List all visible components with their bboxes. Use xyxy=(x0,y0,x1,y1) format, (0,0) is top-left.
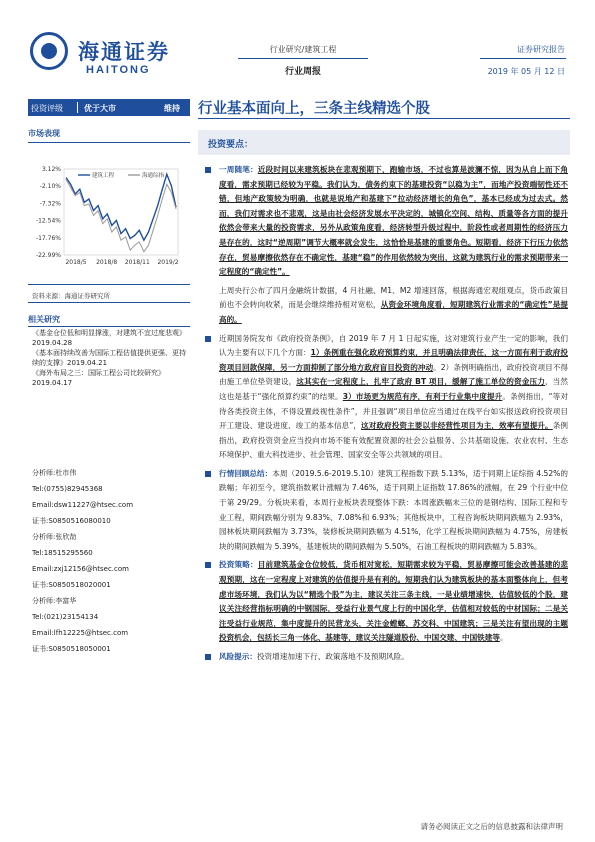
rating-separator xyxy=(77,102,78,113)
x-tick-label: 2018/8 xyxy=(96,259,118,266)
report-type: 行业周报 xyxy=(284,67,321,77)
related-item[interactable]: 《基本面持续改善为国际工程估值提供更强、更持续的支撑》2019.04.21 xyxy=(32,349,186,367)
market-heading: 市场表现 xyxy=(28,129,60,138)
report-title: 行业基本面向上，三条主线精选个股 xyxy=(198,100,430,117)
analyst-line: Email:dsw11227@htsec.com xyxy=(32,501,134,509)
text-segment: 条例指出，政府投资资金应当投向市场不能有效配置资源的社会公益服务、公共基础设施、农业农村、生态环境保护、重大科技进步、社会管理、国家安全等公共领域的项目。 xyxy=(219,421,568,460)
text-segment: 这对政府投资主要以非经营性项目为主，效率有望提升。 xyxy=(361,421,553,431)
key-points-box xyxy=(198,130,570,155)
analyst-line: 证书:S0850518050001 xyxy=(32,645,111,653)
report-date: 2019 年 05 月 12 日 xyxy=(487,67,565,76)
analyst-line: Email:zxj12156@htsec.com xyxy=(32,565,129,573)
chart-source: 资料来源：海通证券研究所 xyxy=(32,292,110,300)
rating-value: 优于大市 xyxy=(84,104,116,113)
y-tick-label: -2.10% xyxy=(39,183,61,191)
header-divider-right xyxy=(480,58,566,59)
text-segment: 从资金环境角度看，短期建筑行业需求的“确定性”是提高的。 xyxy=(219,300,568,324)
body-paragraph xyxy=(205,467,568,555)
rating-status: 维持 xyxy=(164,104,180,113)
y-tick-label: -22.99% xyxy=(35,252,61,259)
source-rule-bottom xyxy=(28,302,190,303)
analyst-line: Email:lfh12225@htsec.com xyxy=(32,629,129,637)
x-tick-label: 2018/11 xyxy=(124,259,150,266)
text-segment: 目前建筑基金仓位较低，货币相对宽松，短期需求较为平稳，贸易摩擦可能会改善基建的悲观预期，这在一定程度上对建筑的估值提升是有利的。短期我们认为建筑板块的基本面整体向上，但考虑市场环境，我们认为以“精选个股”为主，建议关注三条主线，一是业绩增速快，估值较低的个股，建议关注经营指标明确的中钢国际，受益行业景气度上行的中国化学，估值相对较低的中材国际；二是关注受益行业规范，集中度提升的民营龙头，关注金螳螂、苏交科、中国建筑；三是关注有望出现的主题投资机会，包括长三角一体化、基建等，建议关注隧道股份、中国交建、中国铁建等 xyxy=(219,560,568,643)
legend-label: 海通综指 xyxy=(142,173,165,179)
body-paragraph xyxy=(205,163,568,280)
text-segment: 3）市场更为规范有序，有利于行业集中度提升 xyxy=(342,391,503,401)
x-tick-label: 2019/2 xyxy=(157,259,179,266)
text-segment: ，当然这也是基于“强化预算约束”的结果。 xyxy=(219,377,569,401)
y-tick-label: -7.32% xyxy=(39,200,61,208)
body-paragraph xyxy=(205,332,568,463)
text-segment: 近段时间以来建筑板块在悲观预期下，跑输市场，不过也算是波澜不惊，因为从自上而下角度看，需求预期已经较为平稳。我们认为，债务约束下的基建投资“以稳为主”，而地产投资端韧性还不错，但地产政策较为明确，也就是说地产和基建下“拉动经济增长的角色”，基本已经成为过去式。然而，我们对需求也不悲观，这是由社会经济发展水平决定的，城镇化空间、结构、质量等各方面的提升依然会带来大量的投资需求，另外从政策角度看，经济转型升级过程中，阶段性或者周期性的经济压力是存在的，这时“逆周期”调节大概率就会发生，这恰恰是基建的重要角色。短期看，经济下行压力依然存在，贸易摩擦依然存在不确定性，基建“稳”的作用依然较为突出，这就为建筑行业的需求预期带来一定程度的“确定性”。 xyxy=(219,165,568,277)
analyst-line: 分析师:张欣劼 xyxy=(32,533,77,541)
disclaimer-footer: 请务必阅读正文之后的信息披露和法律声明 xyxy=(420,822,563,831)
text-segment: 本周（2019.5.6-2019.5.10）建筑工程指数下跌 5.13%，适于同期上证综指 4.52%的跌幅；年初至今，建筑指数累计涨幅为 7.46%，适于同期上证指数 17.86%的涨幅，在 29 个行业中位于第 29/29。分板块来看，本周行业板块表现整体下跌：本周涨跌幅末三位的是钢结构、国际工程和专业工程，期间跌幅分别为 9.83%、7.08%和 6.93%；其他板块中，工程咨询板块期间跌幅为 2.93%，园林板块期间跌幅为 3.73%，装修板块期间跌幅为 4.51%，化学工程板块期间跌幅为 4.75%，房建板块的期间跌幅为 5.39%，基建板块的期间跌幅为 5.50%，石油工程板块的期间跌幅为 5.83%。 xyxy=(219,468,568,551)
text-segment: 一周随笔： xyxy=(219,165,258,174)
analyst-line: 分析师:李富华 xyxy=(32,597,77,605)
text-segment: 投资增速加速下行、政策落地不及预期风险。 xyxy=(256,652,409,661)
related-heading: 相关研究 xyxy=(28,315,60,324)
text-segment: 行情回顾总结： xyxy=(219,468,273,478)
related-item[interactable]: 《基金仓位低和明显撑涨，对建筑不宜过度悲观》2019.04.28 xyxy=(32,329,186,347)
report-category: 行业研究/建筑工程 xyxy=(269,45,337,54)
analyst-line: 证书:S0850518020001 xyxy=(32,581,111,589)
market-rule xyxy=(28,142,190,143)
logo-text-cn: 海通证券 xyxy=(78,39,170,64)
text-segment: 。条例指出，“等对待各类投资主体，不得设置歧视性条件”，并且强调“项目单位应当通过在线平台如实报送政府投资项目开工建设、建设进度、竣工的基本信息”， xyxy=(219,391,568,431)
text-segment: 。 xyxy=(499,633,508,643)
series-line-1 xyxy=(66,179,176,251)
related-rule xyxy=(28,326,190,327)
analyst-contacts xyxy=(32,465,188,657)
report-body xyxy=(205,163,568,669)
report-header xyxy=(0,0,595,92)
body-paragraph xyxy=(205,558,568,646)
analyst-line: Tel:(021)23154134 xyxy=(32,613,99,621)
text-segment: 这其实在一定程度上，扎牢了政府 BT 项目，缓解了施工单位的资金压力 xyxy=(296,377,545,387)
text-segment: 近期国务院发布《政府投资条例》，自 2019 年 7 月 1 日起实施，这对建筑行业产生一定的影响，我们认为主要有以下几个方面： xyxy=(219,333,568,358)
square-bullet-icon xyxy=(205,471,211,477)
text-segment: 。2）条例明确指出，政府投资项目不得由施工单位垫资建设， xyxy=(219,362,568,387)
y-tick-label: -17.76% xyxy=(35,234,61,242)
body-paragraph xyxy=(205,650,568,665)
square-bullet-icon xyxy=(205,562,211,568)
title-rule xyxy=(198,118,570,119)
text-segment: 投资策略： xyxy=(219,560,258,570)
text-segment: 1）条例重在强化政府预算约束，并且明确法律责任，这一方面有利于政府投资项目回款保障，另一方面抑制了部分地方政府盲目投资的冲动 xyxy=(219,348,569,372)
logo-text-en: HAITONG xyxy=(86,64,151,76)
y-tick-label: 3.12% xyxy=(41,166,61,173)
text-segment: 风险提示： xyxy=(219,652,257,661)
report-label: 证券研究报告 xyxy=(517,45,565,54)
haitong-logo-icon xyxy=(30,32,68,70)
x-tick-label: 2018/5 xyxy=(65,259,87,266)
legend-label: 建筑工程 xyxy=(92,173,115,179)
key-points-label: 投资要点： xyxy=(208,140,254,150)
rating-label: 投资评级 xyxy=(31,104,63,113)
y-tick-label: -12.54% xyxy=(35,217,61,225)
plot-frame xyxy=(64,169,178,255)
square-bullet-icon xyxy=(205,654,211,660)
related-item[interactable]: 《海外布局之三：国际工程公司比较研究》2019.04.17 xyxy=(32,369,165,387)
market-performance-chart xyxy=(28,157,190,275)
analyst-line: 分析师:杜市伟 xyxy=(32,469,77,477)
header-divider xyxy=(238,58,368,59)
square-bullet-icon xyxy=(205,167,211,173)
related-research-list xyxy=(32,328,188,388)
text-segment: 上周央行公布了四月金融统计数据，4 月社融、M1、M2 增速回落，根据海通宏观组观点，货币政策目前也不会转向收紧，而是会继续维持相对宽松， xyxy=(219,285,568,310)
square-bullet-icon xyxy=(205,336,211,342)
body-paragraph xyxy=(205,284,568,328)
analyst-line: Tel:(0755)82945368 xyxy=(32,485,103,493)
analyst-line: Tel:18515295560 xyxy=(32,549,93,557)
source-rule-top xyxy=(28,284,190,285)
rating-bar xyxy=(28,99,190,116)
analyst-line: 证书:S0850516080010 xyxy=(32,517,111,525)
